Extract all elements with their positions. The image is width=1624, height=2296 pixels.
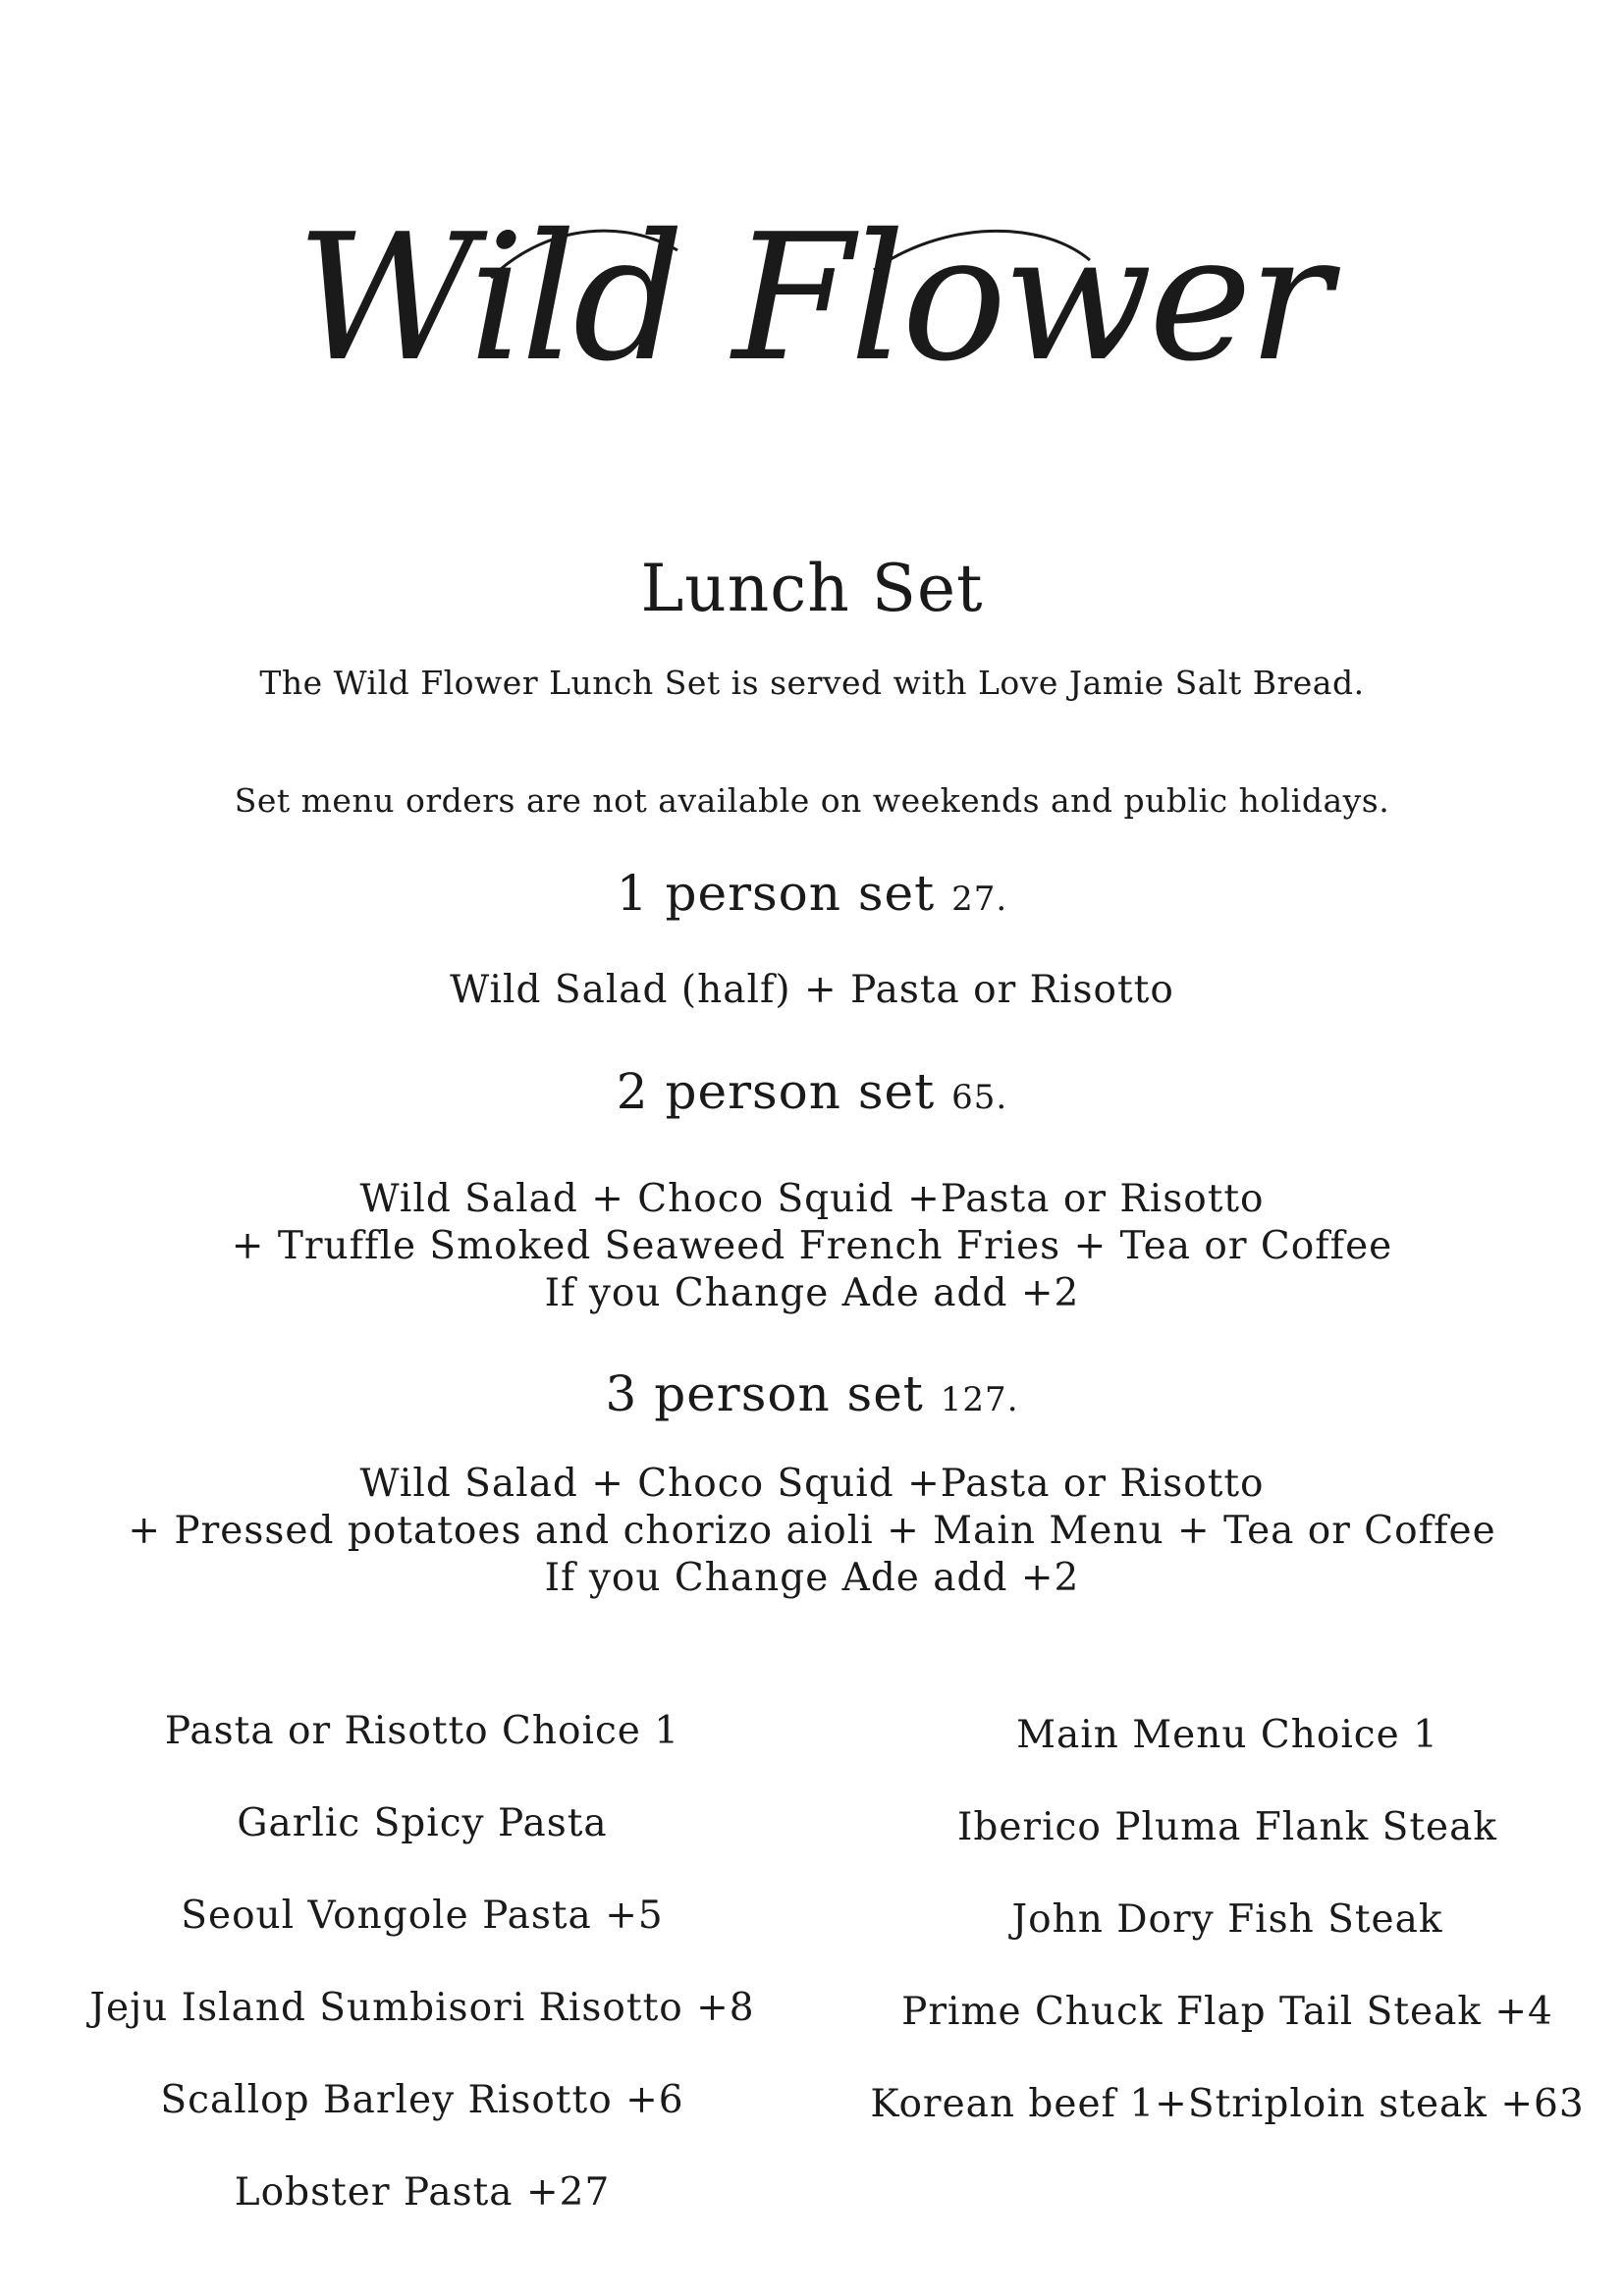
set-name: 2 person set [616, 1063, 936, 1120]
main-choice-item: John Dory Fish Steak [1011, 1897, 1443, 1942]
main-choice-item: Korean beef 1+Striploin steak +63 [870, 2082, 1585, 2126]
set-line: If you Change Ade add +2 [544, 1271, 1080, 1315]
set-name: 1 person set [616, 865, 936, 922]
set-line: + Pressed potatoes and chorizo aioli + Main Menu + Tea or Coffee [128, 1509, 1496, 1553]
pasta-choice-item: Seoul Vongole Pasta +5 [181, 1894, 664, 1938]
set-name: 3 person set [605, 1365, 924, 1422]
pasta-choice-item: Lobster Pasta +27 [234, 2170, 611, 2215]
set-line: Wild Salad + Choco Squid +Pasta or Risotto [359, 1462, 1265, 1506]
intro-bread-note: The Wild Flower Lunch Set is served with Love Jamie Salt Bread. [259, 664, 1365, 702]
pasta-choice-item: Scallop Barley Risotto +6 [160, 2078, 684, 2122]
set-price: 127. [940, 1380, 1019, 1419]
set-line: If you Change Ade add +2 [544, 1556, 1080, 1600]
pasta-choice-item: Garlic Spicy Pasta [237, 1801, 608, 1845]
set-line: + Truffle Smoked Seaweed French Fries + Tea or Coffee [231, 1224, 1393, 1268]
set-description-2-person [0, 1176, 1624, 1317]
set-heading-2-person [0, 1062, 1624, 1127]
brand-logo-text: Wild Flower [296, 196, 1328, 400]
set-heading-3-person [0, 1364, 1624, 1429]
pasta-choice-item: Jeju Island Sumbisori Risotto +8 [89, 1986, 755, 2030]
pasta-choices-column [59, 1708, 785, 2262]
set-line: Wild Salad + Choco Squid +Pasta or Risotto [359, 1177, 1265, 1221]
set-heading-1-person [0, 864, 1624, 929]
page-title: Lunch Set [640, 551, 984, 626]
brand-logo [0, 191, 1624, 417]
set-price: 27. [951, 880, 1008, 919]
main-choice-item: Prime Chuck Flap Tail Steak +4 [901, 1990, 1553, 2034]
set-description-1-person [0, 967, 1624, 1014]
intro-availability-note: Set menu orders are not available on weekends and public holidays. [234, 781, 1390, 820]
set-price: 65. [951, 1078, 1008, 1117]
set-description-3-person [0, 1461, 1624, 1602]
brand-logo-svg [0, 191, 1624, 417]
main-choices-column [864, 1712, 1591, 2173]
main-choice-item: Iberico Pluma Flank Steak [956, 1805, 1498, 1849]
set-line: Wild Salad (half) + Pasta or Risotto [450, 968, 1174, 1012]
main-choices-heading: Main Menu Choice 1 [1016, 1713, 1438, 1757]
pasta-choices-heading: Pasta or Risotto Choice 1 [164, 1709, 680, 1753]
